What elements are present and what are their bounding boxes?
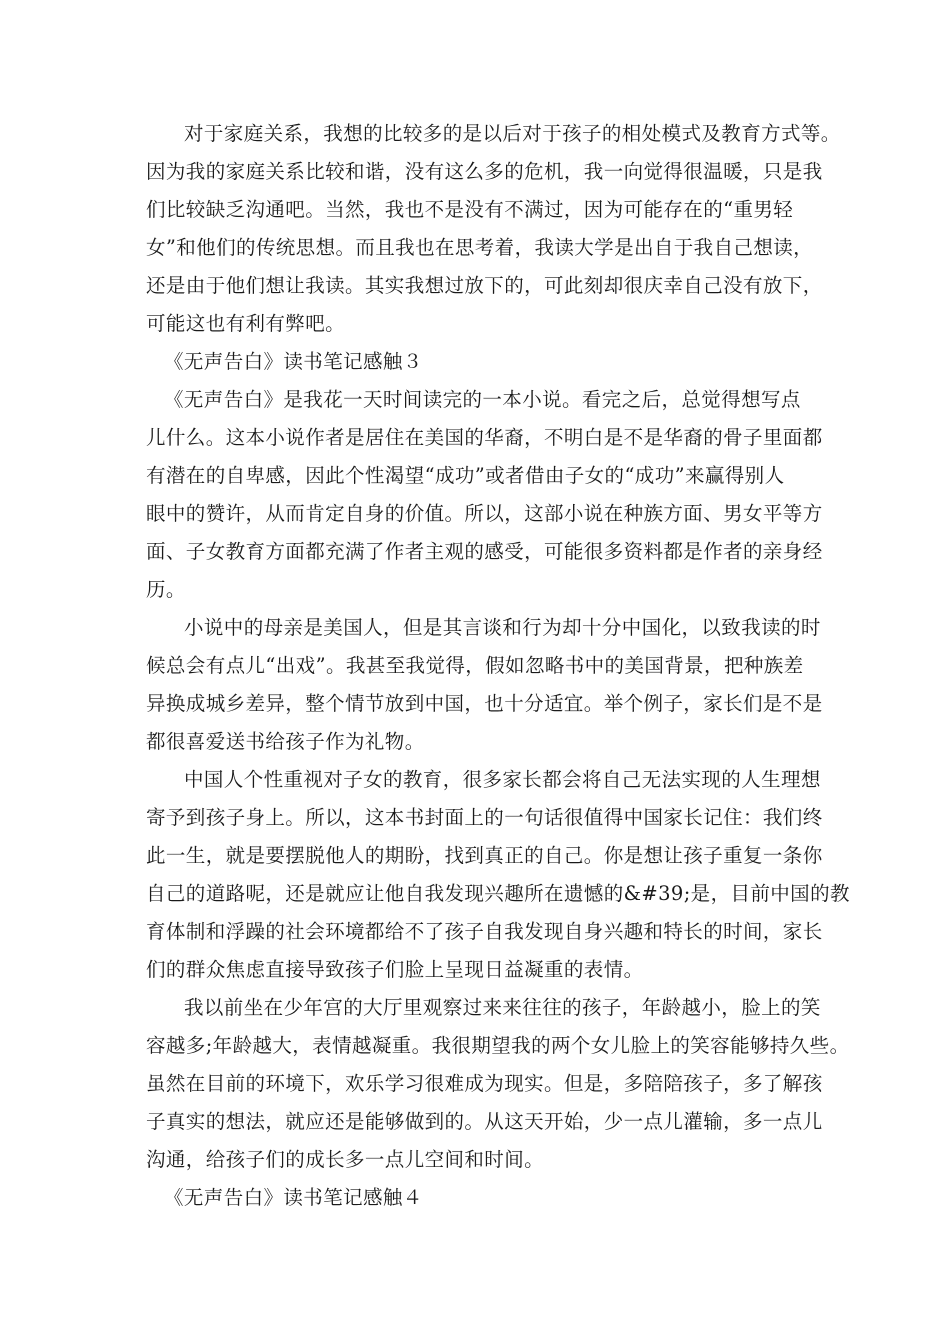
paragraph-line: 容越多;年龄越大，表情越凝重。我很期望我的两个女儿脸上的笑容能够持久些。 xyxy=(146,1034,850,1057)
paragraph-line: 们的群众焦虑直接导致孩子们脸上呈现日益凝重的表情。 xyxy=(146,958,644,981)
paragraph-line: 我以前坐在少年宫的大厅里观察过来来往往的孩子，年龄越小，脸上的笑 xyxy=(184,996,821,1019)
paragraph-line: 历。 xyxy=(146,578,186,601)
section-heading: 《无声告白》读书笔记感触３ xyxy=(164,350,423,373)
paragraph-line: 因为我的家庭关系比较和谐，没有这么多的危机，我一向觉得很温暖，只是我 xyxy=(146,160,823,183)
paragraph-line: 对于家庭关系，我想的比较多的是以后对于孩子的相处模式及教育方式等。 xyxy=(184,122,841,145)
paragraph-line: 候总会有点儿“出戏”。我甚至我觉得，假如忽略书中的美国背景，把种族差 xyxy=(146,654,804,677)
paragraph-line: 还是由于他们想让我读。其实我想过放下的，可此刻却很庆幸自己没有放下， xyxy=(146,274,823,297)
paragraph-line: 虽然在目前的环境下，欢乐学习很难成为现实。但是，多陪陪孩子，多了解孩 xyxy=(146,1072,823,1095)
paragraph-line: 都很喜爱送书给孩子作为礼物。 xyxy=(146,730,425,753)
paragraph-line: 异换成城乡差异，整个情节放到中国，也十分适宜。举个例子，家长们是不是 xyxy=(146,692,823,715)
paragraph-line: 沟通，给孩子们的成长多一点儿空间和时间。 xyxy=(146,1148,545,1171)
paragraph-line: 中国人个性重视对子女的教育，很多家长都会将自己无法实现的人生理想 xyxy=(184,768,821,791)
paragraph-line: 寄予到孩子身上。所以，这本书封面上的一句话很值得中国家长记住：我们终 xyxy=(146,806,823,829)
paragraph-line: 有潜在的自卑感，因此个性渴望“成功”或者借由子女的“成功”来赢得别人 xyxy=(146,464,785,487)
paragraph-line: 育体制和浮躁的社会环境都给不了孩子自我发现自身兴趣和特长的时间，家长 xyxy=(146,920,823,943)
paragraph-line: 儿什么。这本小说作者是居住在美国的华裔，不明白是不是华裔的骨子里面都 xyxy=(146,426,823,449)
paragraph-line: 《无声告白》是我花一天时间读完的一本小说。看完之后，总觉得想写点 xyxy=(164,388,801,411)
paragraph-line: 小说中的母亲是美国人，但是其言谈和行为却十分中国化，以致我读的时 xyxy=(184,616,821,639)
paragraph-line: 子真实的想法，就应还是能够做到的。从这天开始，少一点儿灌输，多一点儿 xyxy=(146,1110,823,1133)
paragraph-line: 眼中的赞许，从而肯定自身的价值。所以，这部小说在种族方面、男女平等方 xyxy=(146,502,823,525)
section-heading: 《无声告白》读书笔记感触４ xyxy=(164,1186,423,1209)
paragraph-line: 此一生，就是要摆脱他人的期盼，找到真正的自己。你是想让孩子重复一条你 xyxy=(146,844,823,867)
paragraph-line: 们比较缺乏沟通吧。当然，我也不是没有不满过，因为可能存在的“重男轻 xyxy=(146,198,794,221)
paragraph-line: 面、子女教育方面都充满了作者主观的感受，可能很多资料都是作者的亲身经 xyxy=(146,540,823,563)
paragraph-line: 自己的道路呢，还是就应让他自我发现兴趣所在遗憾的&#39;是，目前中国的教 xyxy=(146,882,850,905)
paragraph-line: 可能这也有利有弊吧。 xyxy=(146,312,346,335)
paragraph-line: 女”和他们的传统思想。而且我也在思考着，我读大学是出自于我自己想读， xyxy=(146,236,814,259)
